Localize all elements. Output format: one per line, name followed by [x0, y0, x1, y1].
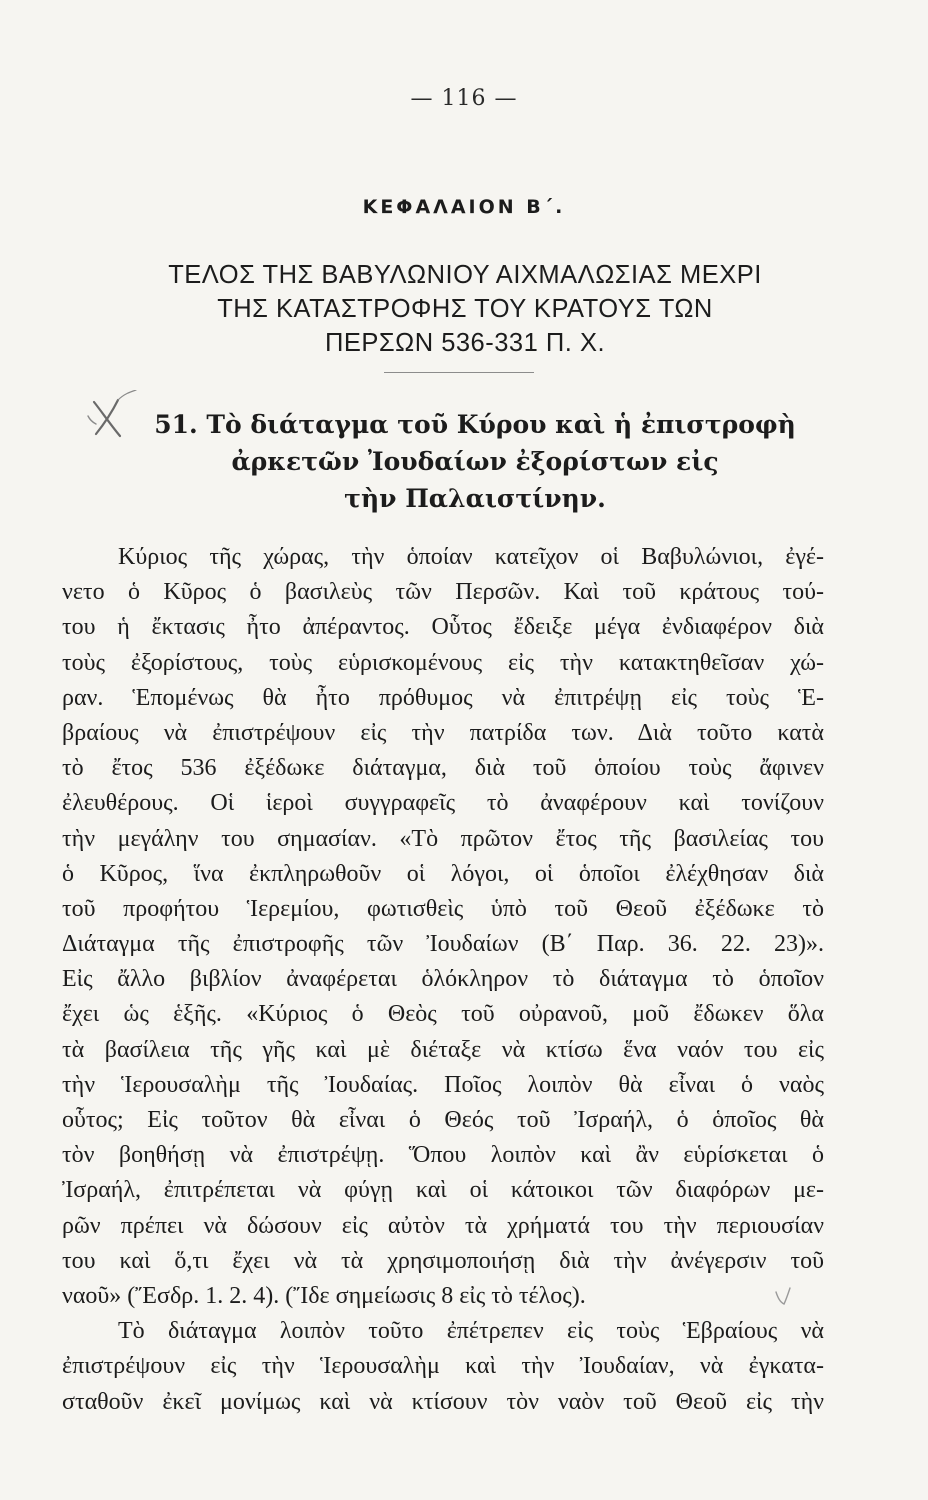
text-line: τοὺς ἐξορίστους, τοὺς εὑρισκομένους εἰς τὴν κατακτηθεῖσαν χώ- — [62, 649, 824, 676]
chapter-title-line: ΠΕΡΣΩΝ 536-331 Π. Χ. — [324, 329, 606, 357]
section-heading-line: 51. Τὸ διάταγμα τοῦ Κύρου καὶ ἡ ἐπιστροφὴ — [154, 410, 796, 439]
text-line: ναοῦ» (Ἔσδρ. 1. 2. 4). (Ἴδε σημείωσις 8 εἰς τὸ τέλος). — [62, 1282, 586, 1309]
text-line: του ἡ ἔκτασις ἦτο ἀπέραντος. Οὗτος ἔδειξε μέγα ἐνδιαφέρον διὰ — [62, 614, 824, 641]
text-line: Διάταγμα τῆς ἐπιστροφῆς τῶν Ἰουδαίων (Β΄ Παρ. 36. 22. 23)». — [62, 931, 824, 958]
text-line: Κύριος τῆς χώρας, τὴν ὁποίαν κατεῖχον οἱ Βαβυλώνιοι, ἐγέ- — [118, 544, 824, 570]
text-line: τὴν Ἱερουσαλὴμ τῆς Ἰουδαίας. Ποῖος λοιπὸν θὰ εἶναι ὁ ναὸς — [62, 1071, 824, 1098]
text-line: ραν. Ἑπομένως θὰ ἦτο πρόθυμος νὰ ἐπιτρέψῃ εἰς τοὺς Ἑ- — [62, 684, 824, 711]
text-line: ὁ Κῦρος, ἵνα ἐκπληρωθοῦν οἱ λόγοι, οἱ ὁποῖοι ἐλέχθησαν διὰ — [62, 860, 824, 887]
divider-rule — [384, 372, 534, 373]
text-line: ἐπιστρέψουν εἰς τὴν Ἱερουσαλὴμ καὶ τὴν Ἰουδαίαν, νὰ ἐγκατα- — [62, 1353, 824, 1380]
section-heading-line: τὴν Παλαιστίνην. — [344, 484, 606, 513]
section-heading-line: ἀρκετῶν Ἰουδαίων ἐξορίστων εἰς — [231, 447, 719, 476]
text-line: τὸν βοηθήσῃ νὰ ἐπιστρέψῃ. Ὅπου λοιπὸν καὶ ἂν εὑρίσκεται ὁ — [62, 1142, 824, 1169]
text-line: ἐλευθέρους. Οἱ ἱεροὶ συγγραφεῖς τὸ ἀναφέρουν καὶ τονίζουν — [62, 790, 824, 817]
text-line: τὸ ἔτος 536 ἐξέδωκε διάταγμα, διὰ τοῦ ὁποίου τοὺς ἄφινεν — [62, 755, 824, 782]
text-line: τὴν μεγάλην του σημασίαν. «Τὸ πρῶτον ἔτος τῆς βασιλείας του — [62, 825, 824, 852]
chapter-title-line: ΤΗΣ ΚΑΤΑΣΤΡΟΦΗΣ ΤΟΥ ΚΡΑΤΟΥΣ ΤΩΝ — [217, 295, 713, 323]
section-heading — [120, 406, 830, 517]
chapter-title-line: ΤΕΛΟΣ ΤΗΣ ΒΑΒΥΛΩΝΙΟΥ ΑΙΧΜΑΛΩΣΙΑΣ ΜΕΧΡΙ — [168, 261, 762, 289]
text-line: τοῦ προφήτου Ἱερεμίου, φωτισθεὶς ὑπὸ τοῦ Θεοῦ ἐξέδωκε τὸ — [62, 895, 824, 922]
text-line: ἔχει ὡς ἑξῆς. «Κύριος ὁ Θεὸς τοῦ οὐρανοῦ, μοῦ ἔδωκεν ὅλα — [62, 1001, 824, 1028]
text-line: τὰ βασίλεια τῆς γῆς καὶ μὲ διέταξε νὰ κτίσω ἕνα ναόν του εἰς — [62, 1036, 824, 1063]
chapter-label: ΚΕΦΑΛΑΙΟΝ Β΄. — [362, 196, 566, 218]
text-line: Ἰσραήλ, ἐπιτρέπεται νὰ φύγῃ καὶ οἱ κάτοικοι τῶν διαφόρων με- — [62, 1177, 824, 1204]
body-text — [62, 540, 824, 1420]
chapter-title — [80, 258, 850, 360]
text-line: του καὶ ὅ,τι ἔχει νὰ τὰ χρησιμοποιήσῃ διὰ τὴν ἀνέγερσιν τοῦ — [62, 1247, 824, 1274]
text-line: βραίους νὰ ἐπιστρέψουν εἰς τὴν πατρίδα των. Διὰ τοῦτο κατὰ — [62, 719, 824, 746]
text-line: σταθοῦν ἐκεῖ μονίμως καὶ νὰ κτίσουν τὸν ναὸν τοῦ Θεοῦ εἰς τὴν — [62, 1388, 824, 1415]
text-line: Εἰς ἄλλο βιβλίον ἀναφέρεται ὁλόκληρον τὸ διάταγμα τὸ ὁποῖον — [62, 966, 824, 993]
text-line: Τὸ διάταγμα λοιπὸν τοῦτο ἐπέτρεπεν εἰς τοὺς Ἑβραίους νὰ — [118, 1318, 824, 1345]
text-line: ρῶν πρέπει νὰ δώσουν εἰς αὐτὸν τὰ χρήματά του τὴν περιουσίαν — [62, 1212, 824, 1239]
handwritten-check-mark-icon — [772, 1286, 794, 1308]
text-line: νετο ὁ Κῦρος ὁ βασιλεὺς τῶν Περσῶν. Καὶ τοῦ κράτους τού- — [62, 579, 824, 606]
page-number: — 116 — — [410, 86, 518, 111]
text-line: οὗτος; Εἰς τοῦτον θὰ εἶναι ὁ Θεός τοῦ Ἰσραήλ, ὁ ὁποῖος θὰ — [62, 1107, 824, 1133]
